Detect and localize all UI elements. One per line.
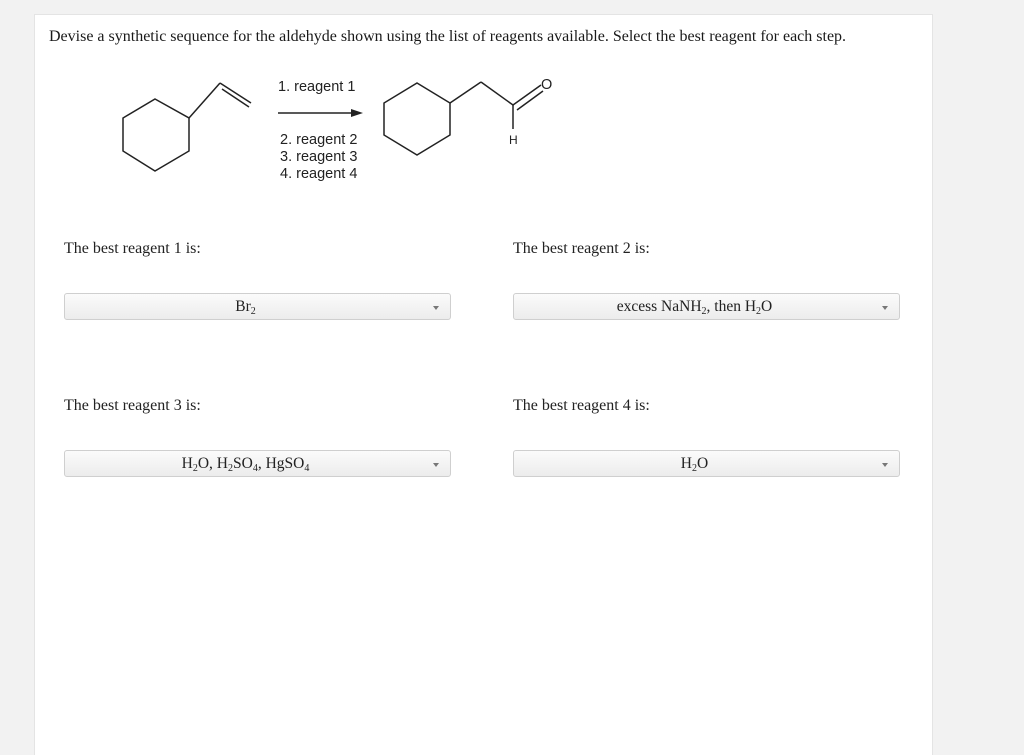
reagent-1-selected-value: $Br_2$ xyxy=(235,298,256,317)
vinyl-double-bond-b xyxy=(222,89,249,107)
carbonyl-double-bond-b xyxy=(517,91,543,110)
cyclohexane-ring xyxy=(123,99,189,171)
hydrogen-atom-label: H xyxy=(509,133,518,147)
formula-subscript: 2 xyxy=(756,306,762,317)
vinyl-bond xyxy=(189,83,220,118)
formula-subscript: 4 xyxy=(252,463,258,474)
formula-subscript: 2 xyxy=(228,463,233,474)
reagent-4-label: The best reagent 4 is: xyxy=(513,397,650,414)
product-ch2-bond xyxy=(450,82,481,103)
product-cc-bond xyxy=(481,82,513,105)
reagent-3-selected-value: $H_2O$, $H_2SO_4$, HgSO$_4$ xyxy=(181,455,310,474)
product-structure xyxy=(384,82,543,155)
formula-subscript: 2 xyxy=(192,463,198,474)
reagent-2-selected-value: excess NaNH$_2$, then $H_2O$ xyxy=(616,298,773,317)
reagent-2-select[interactable] xyxy=(513,293,900,320)
formula-subscript: 2 xyxy=(701,306,707,317)
oxygen-atom-label: O xyxy=(541,77,553,93)
formula-subscript: 2 xyxy=(250,306,256,317)
reagent-3-select[interactable] xyxy=(64,450,451,477)
reagent-step-4: 4. reagent 4 xyxy=(280,166,358,182)
reagent-4-select[interactable] xyxy=(513,450,900,477)
reaction-scheme-drawing xyxy=(81,61,571,191)
reagent-1-label: The best reagent 1 is: xyxy=(64,240,201,257)
reagent-4-selected-value: $H_2O$ xyxy=(680,455,709,474)
chevron-down-icon xyxy=(433,463,439,467)
product-cyclohexane-ring xyxy=(384,83,450,155)
reagent-step-2: 2. reagent 2 xyxy=(280,132,358,148)
chevron-down-icon xyxy=(882,306,888,310)
reagent-1-select[interactable] xyxy=(64,293,451,320)
reaction-scheme xyxy=(81,61,571,191)
chevron-down-icon xyxy=(882,463,888,467)
starting-material-structure xyxy=(123,83,251,171)
formula-subscript: 2 xyxy=(692,463,697,474)
formula-subscript: 4 xyxy=(304,463,310,474)
chevron-down-icon xyxy=(433,306,439,310)
reaction-arrowhead xyxy=(351,109,363,117)
reagent-step-3: 3. reagent 3 xyxy=(280,149,358,165)
vinyl-double-bond-a xyxy=(220,83,251,103)
reagent-step-1: 1. reagent 1 xyxy=(278,79,356,95)
reagent-2-label: The best reagent 2 is: xyxy=(513,240,650,257)
question-card xyxy=(34,14,933,755)
question-text: Devise a synthetic sequence for the aldehyde shown using the list of reagents available. Select the best reagent for each step. xyxy=(49,28,847,45)
reagent-3-label: The best reagent 3 is: xyxy=(64,397,201,414)
